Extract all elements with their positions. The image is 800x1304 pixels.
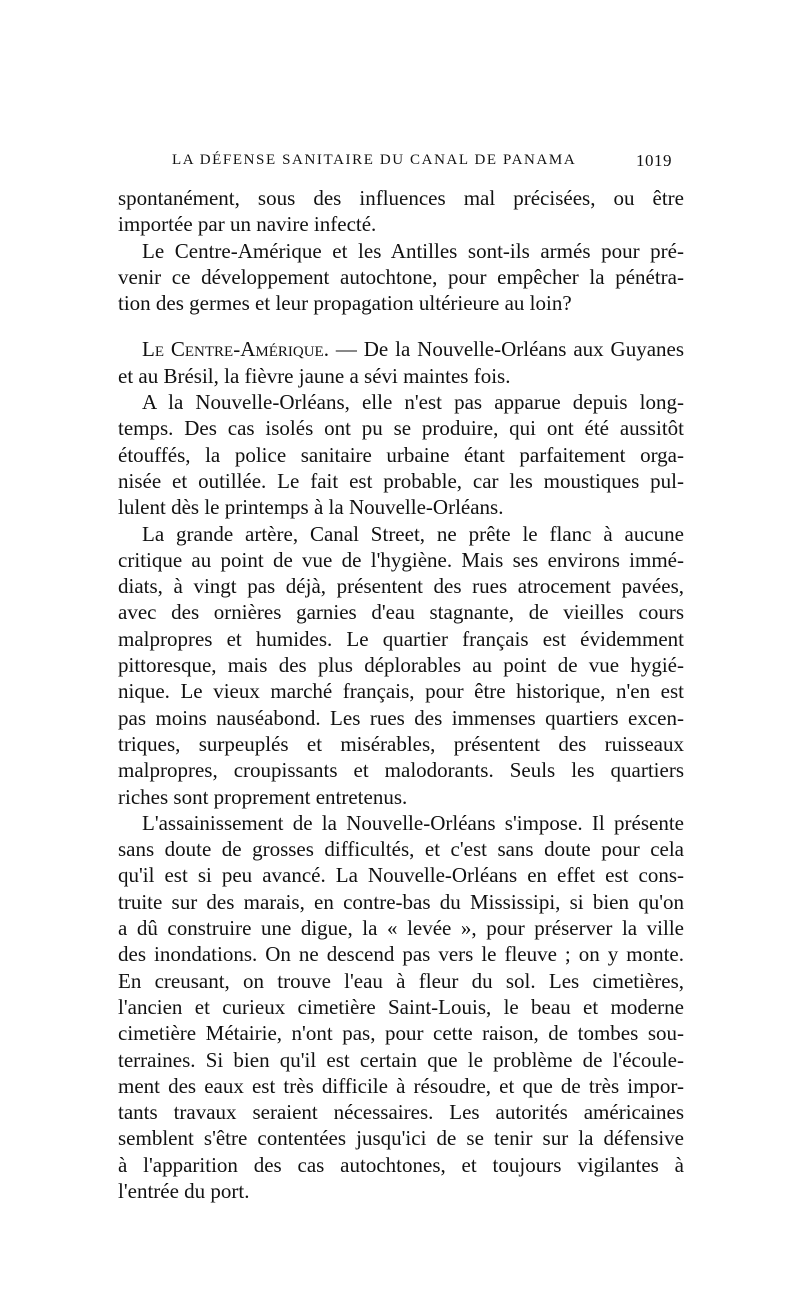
text-line: venir ce développement autochtone, pour empêcher la pénétra-	[118, 264, 684, 289]
text-run: — De la Nouvelle-Orléans aux Guyanes	[328, 337, 685, 362]
text-line: Le Centre-Amérique et les Antilles sont-ils armés pour pré-	[142, 238, 684, 263]
text-line: l'ancien et curieux cimetière Saint-Louis, le beau et moderne	[118, 994, 684, 1019]
text-line: L'assainissement de la Nouvelle-Orléans s'impose. Il présente	[142, 810, 684, 835]
running-title: LA DÉFENSE SANITAIRE DU CANAL DE PANAMA	[172, 152, 577, 168]
text-line: En creusant, on trouve l'eau à fleur du sol. Les cimetières,	[118, 968, 684, 993]
text-line	[118, 336, 684, 362]
text-line: malpropres et humides. Le quartier français est évidemment	[118, 626, 684, 651]
text-line: A la Nouvelle-Orléans, elle n'est pas apparue depuis long-	[142, 390, 684, 415]
text-line: nisée et outillée. Le fait est probable, car les moustiques pul-	[118, 468, 684, 493]
text-line: et au Brésil, la fièvre jaune a sévi maintes fois.	[118, 363, 511, 388]
text-line: terraines. Si bien qu'il est certain que le problème de l'écoule-	[118, 1047, 684, 1072]
text-line: nique. Le vieux marché français, pour être historique, n'en est	[118, 679, 684, 704]
text-line: cimetière Métairie, n'ont pas, pour cette raison, de tombes sou-	[118, 1021, 684, 1046]
text-line: avec des ornières garnies d'eau stagnante, de vieilles cours	[118, 600, 684, 625]
text-line: ment des eaux est très difficile à résoudre, et que de très impor-	[118, 1073, 684, 1098]
text-line: qu'il est si peu avancé. La Nouvelle-Orléans en effet est cons-	[118, 863, 684, 888]
text-line: semblent s'être contentées jusqu'ici de se tenir sur la défensive	[118, 1126, 684, 1151]
page-number: 1019	[636, 151, 672, 170]
text-line: spontanément, sous des influences mal précisées, ou être	[118, 186, 684, 210]
text-line: truite sur des marais, en contre-bas du Mississipi, si bien qu'on	[118, 889, 684, 914]
text-line: critique au point de vue de l'hygiène. Mais ses environs immé-	[118, 547, 684, 572]
text-line: pas moins nauséabond. Les rues des immenses quartiers excen-	[118, 705, 684, 730]
section-heading: Le Centre-Amérique.	[142, 337, 329, 362]
text-line: étouffés, la police sanitaire urbaine étant parfaitement orga-	[118, 442, 684, 467]
text-line: des inondations. On ne descend pas vers le fleuve ; on y monte.	[118, 942, 684, 967]
running-header	[172, 152, 672, 169]
body-text	[118, 185, 684, 1204]
text-line: temps. Des cas isolés ont pu se produire, qui ont été aussitôt	[118, 416, 684, 441]
text-line: riches sont proprement entretenus.	[118, 784, 408, 809]
text-line: La grande artère, Canal Street, ne prête le flanc à aucune	[142, 521, 684, 546]
text-line: à l'apparition des cas autochtones, et toujours vigilantes à	[118, 1152, 684, 1177]
text-line: triques, surpeuplés et misérables, présentent des ruisseaux	[118, 731, 684, 756]
text-line: l'entrée du port.	[118, 1178, 250, 1203]
text-line: pittoresque, mais des plus déplorables au point de vue hygié-	[118, 653, 684, 678]
text-line: tion des germes et leur propagation ultérieure au loin?	[118, 291, 572, 316]
text-line: tants travaux seraient nécessaires. Les autorités américaines	[118, 1100, 684, 1125]
text-line: a dû construire une digue, la « levée », pour préserver la ville	[118, 916, 684, 941]
text-line: importée par un navire infecté.	[118, 212, 377, 237]
text-line: malpropres, croupissants et malodorants. Seuls les quartiers	[118, 758, 684, 783]
text-line: diats, à vingt pas déjà, présentent des rues atrocement pavées,	[118, 574, 684, 599]
text-line: sans doute de grosses difficultés, et c'est sans doute pour cela	[118, 837, 684, 862]
text-line: lulent dès le printemps à la Nouvelle-Orléans.	[118, 495, 504, 520]
